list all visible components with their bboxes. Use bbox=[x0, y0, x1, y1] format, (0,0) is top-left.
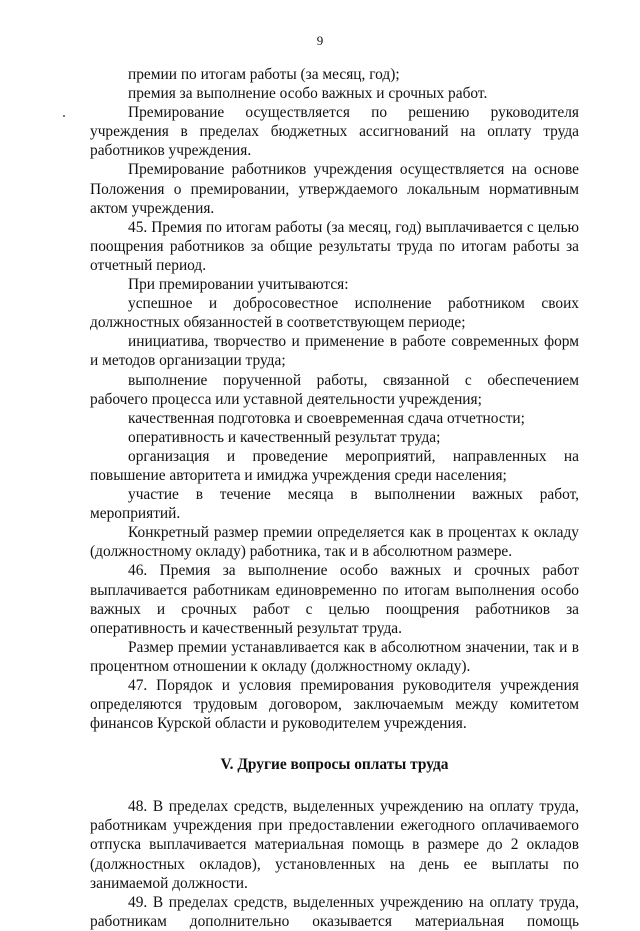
paragraph: При премировании учитываются: bbox=[128, 276, 349, 294]
paragraph: премия за выполнение особо важных и срочных работ. bbox=[128, 85, 488, 103]
paragraph: инициатива, творчество и применение в работе современных форм и методов организации труда; bbox=[90, 333, 579, 370]
paragraph: Размер премии устанавливается как в абсолютном значении, так и в процентном отношении к окладу (должностному окладу). bbox=[90, 638, 579, 675]
paragraph: организация и проведение мероприятий, направленных на повышение авторитета и имиджа учреждения среди населения; bbox=[90, 447, 579, 484]
paragraph: участие в течение месяца в выполнении важных работ, мероприятий. bbox=[90, 486, 579, 523]
paragraph: качественная подготовка и своевременная сдача отчетности; bbox=[128, 409, 525, 427]
paragraph: премии по итогам работы (за месяц, год); bbox=[128, 66, 400, 83]
paragraph: Премирование работников учреждения осуществляется на основе Положения о премировании, утверждаемого локальным нормативным актом учреждения. bbox=[90, 161, 579, 217]
margin-mark bbox=[63, 115, 65, 117]
section-heading: V. Другие вопросы оплаты труда bbox=[220, 756, 449, 774]
paragraph: успешное и добросовестное исполнение работником своих должностных обязанностей в соответствующем периоде; bbox=[90, 295, 579, 332]
paragraph: выполнение порученной работы, связанной с обеспечением рабочего процесса или уставной деятельности учреждения; bbox=[90, 371, 579, 408]
paragraph: Премирование осуществляется по решению руководителя учреждения в пределах бюджетных ассигнований на оплату труда работников учреждения. bbox=[90, 104, 579, 160]
paragraph: оперативность и качественный результат труда; bbox=[128, 428, 441, 446]
document-body bbox=[90, 65, 579, 931]
paragraph: 46. Премия за выполнение особо важных и срочных работ выплачивается работникам единовременно по итогам выполнения особо важных и срочных работ с целью поощрения работников за оперативность и качественный результат труда. bbox=[90, 562, 579, 637]
paragraph: 47. Порядок и условия премирования руководителя учреждения определяются трудовым договором, заключаемым между комитетом финансов Курской области и руководителем учреждения. bbox=[90, 677, 579, 733]
paragraph: 45. Премия по итогам работы (за месяц, год) выплачивается с целью поощрения работников за общие результаты труда по итогам работы за отчетный период. bbox=[90, 218, 579, 274]
paragraph: 48. В пределах средств, выделенных учреждению на оплату труда, работникам учреждения при предоставлении ежегодного оплачиваемого отпуска выплачивается материальная помощь в размере до 2 окладов (должностных окладов), установленных на день ее выплаты по занимаемой должности. bbox=[90, 798, 579, 892]
page-number: 9 bbox=[316, 33, 324, 48]
paragraph: Конкретный размер премии определяется как в процентах к окладу (должностному окладу) работника, так и в абсолютном размере. bbox=[90, 524, 579, 561]
paragraph: 49. В пределах средств, выделенных учреждению на оплату труда, работникам дополнительно оказывается материальная помощь bbox=[90, 893, 579, 930]
